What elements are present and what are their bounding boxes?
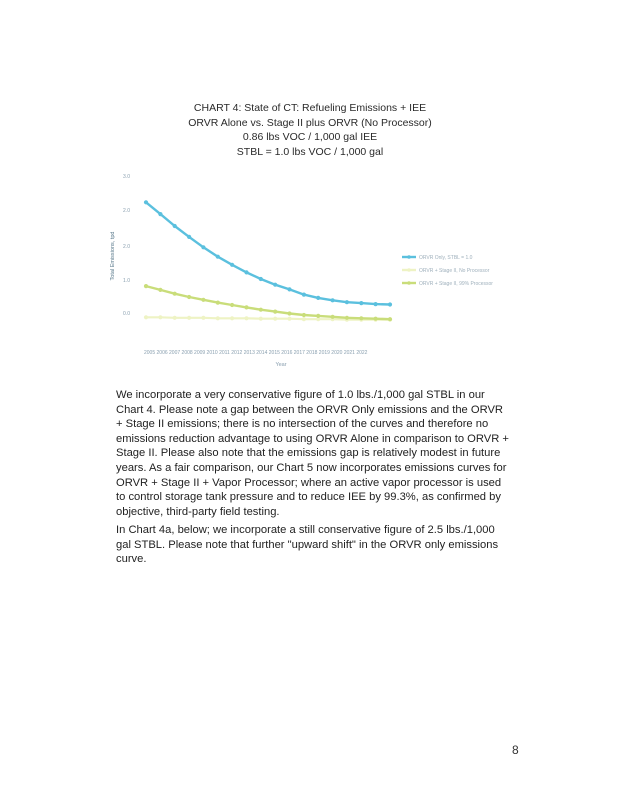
y-tick-label: 2.0: [123, 244, 130, 250]
data-point: [173, 224, 177, 228]
data-point: [187, 235, 191, 239]
chart-title-line-4: STBL = 1.0 lbs VOC / 1,000 gal: [236, 145, 384, 158]
data-point: [244, 305, 248, 309]
data-point: [374, 317, 378, 321]
data-point: [345, 300, 349, 304]
emissions-line-chart: [100, 168, 520, 373]
data-point: [187, 316, 191, 320]
data-point: [302, 317, 306, 321]
data-point: [302, 293, 306, 297]
data-point: [201, 298, 205, 302]
data-point: [345, 316, 349, 320]
legend-entry: [402, 268, 490, 274]
data-point: [316, 314, 320, 318]
body-paragraph-1: We incorporate a very conservative figure of 1.0 lbs./1,000 gal STBL in our Chart 4. Please note a gap between the ORVR Only emissions and the ORVR + Stage II emissions; there is no intersection of the curves and therefore no emissions reduction advantage to using ORVR Alone in comparison to ORVR + Stage II. Please also note that the emissions gap is relatively modest in future years. As a fair comparison, our Chart 5 now incorporates emissions curves for ORVR + Stage II + Vapor Processor; where an active vapor processor is used to control storage tank pressure and to reduce IEE by 99.3%, as confirmed by objective, third-party field testing.: [116, 389, 509, 518]
data-point: [259, 317, 263, 321]
legend-label: ORVR Only, STBL = 1.0: [419, 254, 473, 261]
legend-label: ORVR + Stage II, No Processor: [419, 267, 490, 274]
y-tick-label: 1.0: [123, 278, 130, 284]
x-tick-labels: 2005 2006 2007 2008 2009 2010 2011 2012 2013 2014 2015 2016 2017 2018 2019 2020 2021 2022: [144, 350, 368, 356]
data-point: [201, 245, 205, 249]
chart-title-line-1: CHART 4: State of CT: Refueling Emissions + IEE: [193, 102, 427, 114]
data-point: [359, 301, 363, 305]
legend-marker: [407, 281, 411, 285]
data-point: [302, 313, 306, 317]
y-tick-label: 3.0: [123, 174, 130, 180]
data-point: [273, 310, 277, 314]
y-tick-label: 2.0: [123, 208, 130, 214]
data-point: [374, 302, 378, 306]
series-line: [146, 202, 390, 304]
chart-title-line-2: ORVR Alone vs. Stage II plus ORVR (No Processor): [188, 116, 432, 129]
data-point: [158, 212, 162, 216]
x-axis-label: Year: [275, 362, 287, 368]
legend: [402, 255, 493, 287]
data-point: [287, 311, 291, 315]
data-point: [201, 316, 205, 320]
data-point: [173, 316, 177, 320]
chart-title: [140, 101, 480, 159]
data-point: [216, 316, 220, 320]
data-point: [230, 303, 234, 307]
data-point: [273, 317, 277, 321]
data-point: [331, 315, 335, 319]
data-point: [173, 292, 177, 296]
legend-entry: [402, 281, 493, 287]
data-point: [359, 316, 363, 320]
page-number: 8: [512, 743, 519, 757]
legend-marker: [407, 255, 411, 259]
legend-marker: [407, 268, 411, 272]
y-tick-label: 0.0: [123, 311, 130, 317]
series-layer: [144, 200, 392, 322]
legend-label: ORVR + Stage II, 99% Processor: [419, 280, 493, 287]
data-point: [144, 284, 148, 288]
data-point: [187, 295, 191, 299]
data-point: [216, 255, 220, 259]
data-point: [244, 316, 248, 320]
data-point: [144, 200, 148, 204]
data-point: [388, 302, 392, 306]
series-1: [144, 200, 392, 306]
legend-entry: [402, 255, 473, 261]
data-point: [331, 298, 335, 302]
chart-title-line-3: 0.86 lbs VOC / 1,000 gal IEE: [242, 131, 378, 143]
data-point: [216, 301, 220, 305]
data-point: [230, 316, 234, 320]
data-point: [316, 296, 320, 300]
data-point: [287, 317, 291, 321]
data-point: [259, 277, 263, 281]
data-point: [273, 283, 277, 287]
data-point: [388, 317, 392, 321]
data-point: [158, 315, 162, 319]
data-point: [230, 263, 234, 267]
body-paragraph-2: In Chart 4a, below; we incorporate a still conservative figure of 2.5 lbs./1,000 gal STBL. Please note that further "upward shift" in the ORVR only emissions curve.: [116, 524, 499, 566]
data-point: [158, 288, 162, 292]
data-point: [287, 287, 291, 291]
y-axis: [123, 174, 130, 317]
y-axis-label: Total Emissions, tpd: [110, 231, 116, 281]
data-point: [144, 315, 148, 319]
data-point: [259, 308, 263, 312]
data-point: [244, 270, 248, 274]
